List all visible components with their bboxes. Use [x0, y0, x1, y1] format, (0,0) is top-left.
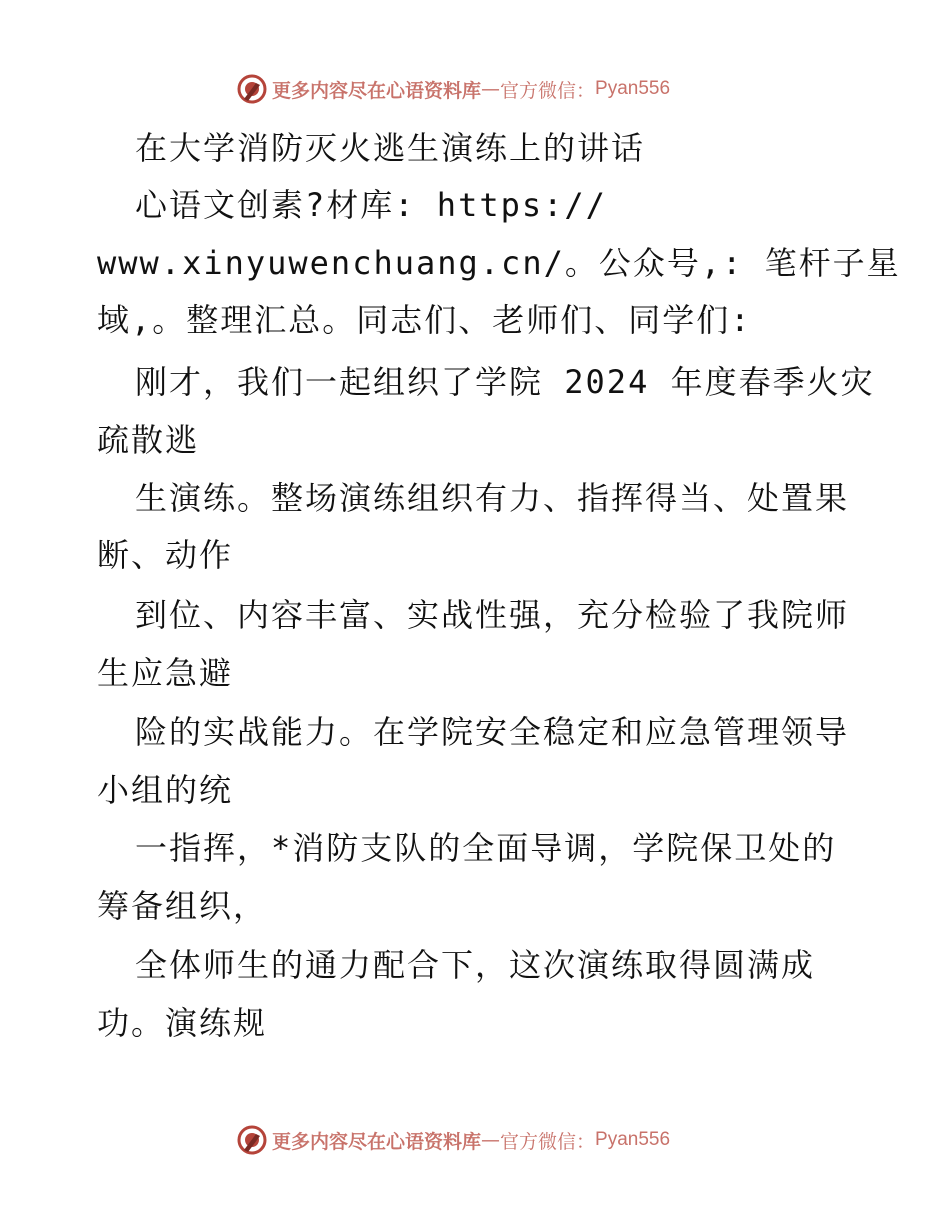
text-line: 到位、内容丰富、实战性强，充分检验了我院师: [135, 596, 850, 634]
seal-logo-icon: [236, 73, 268, 105]
banner-wechat-label: 官方微信：: [500, 1130, 596, 1153]
footer-banner: [236, 1123, 716, 1157]
text-line: 险的实战能力。在学院安全稳定和应急管理领导: [135, 713, 850, 751]
text-line: 心语文创素?材库: https://: [135, 186, 607, 224]
text-line: 域,。整理汇总。同志们、老师们、同学们:: [97, 301, 752, 339]
seal-logo-icon: [236, 1124, 268, 1156]
text-line: 全体师生的通力配合下，这次演练取得圆满成: [135, 946, 816, 984]
banner-slogan: 更多内容尽在心语资料库: [272, 1130, 482, 1153]
header-banner: [236, 72, 716, 106]
banner-wechat-label: 官方微信：: [500, 79, 596, 102]
text-line: 筹备组织，: [97, 887, 268, 925]
text-line: 刚才，我们一起组织了学院 2024 年度春季火灾: [135, 363, 875, 401]
text-line: 一指挥，*消防支队的全面导调，学院保卫处的: [135, 829, 837, 867]
banner-wechat-id: Pyan556: [595, 1129, 671, 1150]
text-line: 疏散逃: [97, 421, 200, 459]
text-line: 生演练。整场演练组织有力、指挥得当、处置果: [135, 479, 850, 517]
text-line: www.xinyuwenchuang.cn/。公众号,: 笔杆子星: [97, 244, 901, 282]
banner-dash: —: [481, 78, 501, 100]
text-line: 功。演练规: [97, 1004, 268, 1042]
banner-dash: —: [481, 1129, 501, 1151]
text-line: 断、动作: [97, 536, 234, 574]
document-title: 在大学消防灭火逃生演练上的讲话: [135, 129, 646, 167]
text-line: 生应急避: [97, 654, 234, 692]
banner-wechat-id: Pyan556: [595, 78, 671, 99]
text-line: 小组的统: [97, 771, 234, 809]
banner-slogan: 更多内容尽在心语资料库: [272, 79, 482, 102]
